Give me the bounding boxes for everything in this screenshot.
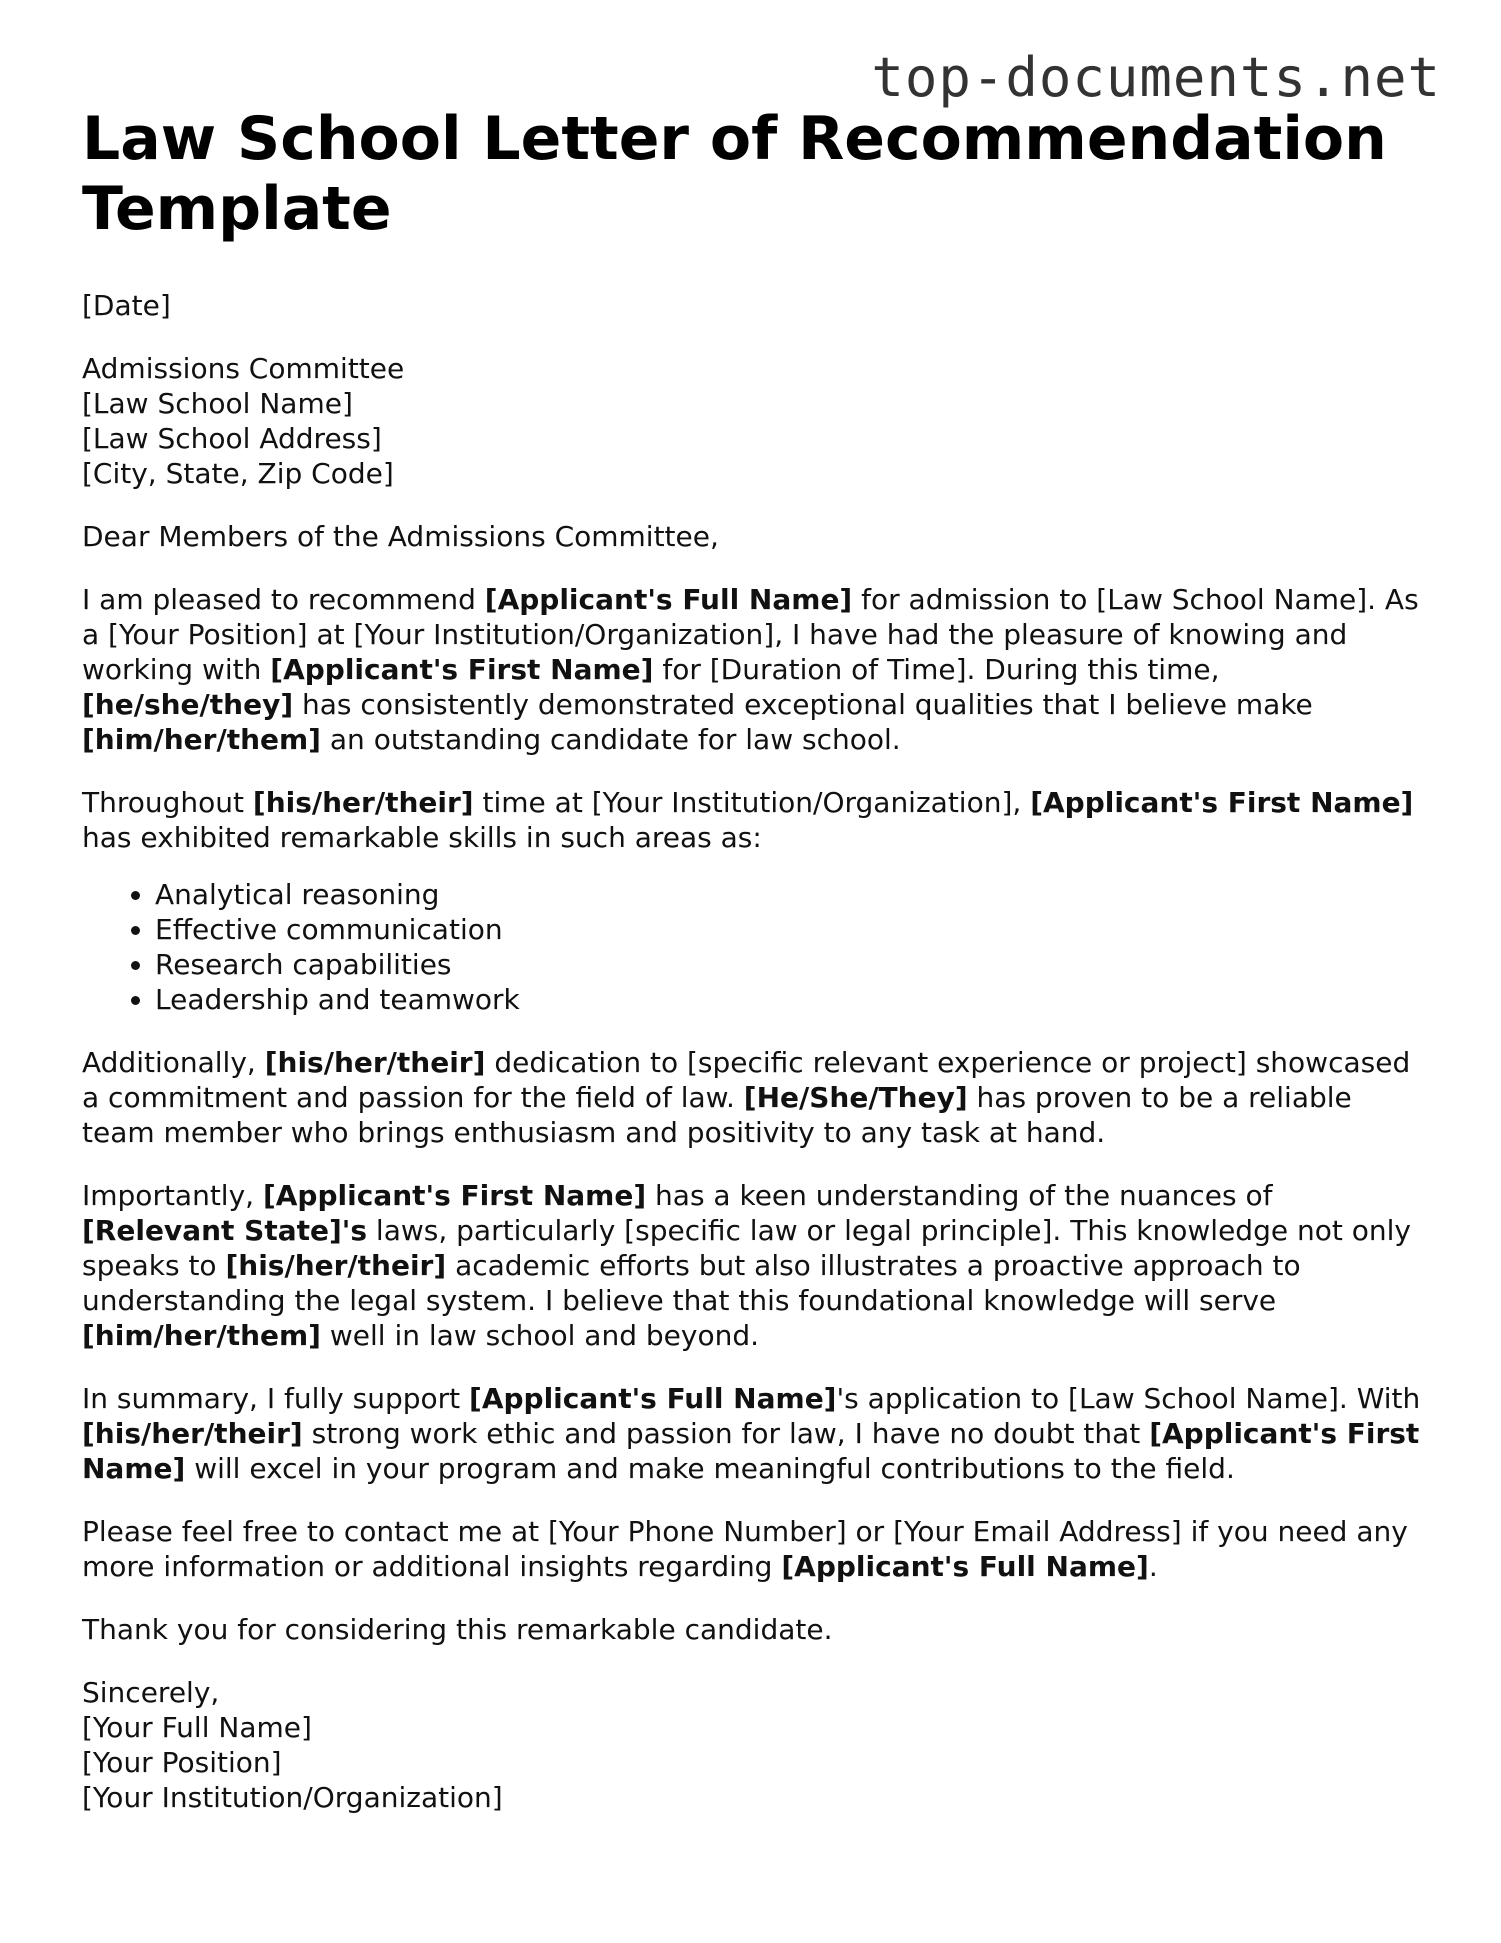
letter-document <box>82 104 1432 1843</box>
placeholder-pronoun: [his/her/their] <box>225 1249 447 1282</box>
paragraph-introduction: I am pleased to recommend [Applicant's Full Name] for admission to [Law School Name]. As a [Your Position] at [Your Institution/Organization], I have had the pleasure of knowing and working with [Applicant's First Name] for [Duration of Time]. During this time, [he/she/they] has consistently demonstrated exceptional qualities that I believe make [him/her/them] an outstanding candidate for law school. <box>82 583 1419 756</box>
date-line: [Date] <box>82 289 171 322</box>
placeholder-applicant-full-name: [Applicant's Full Name] <box>781 1550 1149 1583</box>
list-item: • Analytical reasoning <box>155 877 1432 912</box>
watermark: top-documents.net <box>871 46 1441 109</box>
closing-line: Sincerely, <box>82 1676 220 1709</box>
paragraph-thanks: Thank you for considering this remarkable candidate. <box>82 1613 833 1646</box>
signature-line: [Your Institution/Organization] <box>82 1781 503 1814</box>
placeholder-applicant-first-name: [Applicant's First Name] <box>270 653 654 686</box>
recipient-line: [Law School Address] <box>82 422 382 455</box>
list-item: • Leadership and teamwork <box>155 982 1432 1017</box>
recipient-address <box>82 351 1432 491</box>
recipient-line: Admissions Committee <box>82 352 405 385</box>
document-title: Law School Letter of Recommendation Template <box>82 104 1387 244</box>
signature-block <box>82 1675 1432 1815</box>
paragraph-legal-knowledge: Importantly, [Applicant's First Name] has a keen understanding of the nuances of [Relevant State]'s laws, particularly [specific law or legal principle]. This knowledge not only speaks to [his/her/their] academic efforts but also illustrates a proactive approach to understanding the legal system. I believe that this foundational knowledge will serve [him/her/them] well in law school and beyond. <box>82 1179 1411 1352</box>
paragraph-dedication: Additionally, [his/her/their] dedication to [specific relevant experience or project] showcased a commitment and passion for the field of law. [He/She/They] has proven to be a reliable team member who brings enthusiasm and positivity to any task at hand. <box>82 1046 1411 1149</box>
paragraph-summary: In summary, I fully support [Applicant's Full Name]'s application to [Law School Name]. With [his/her/their] strong work ethic and passion for law, I have no doubt that [Applicant's First Name] will excel in your program and make meaningful contributions to the field. <box>82 1382 1421 1485</box>
placeholder-pronoun: [him/her/them] <box>82 723 321 756</box>
placeholder-pronoun: [his/her/their] <box>252 786 474 819</box>
placeholder-applicant-first-name: [Applicant's First Name] <box>82 1417 1420 1485</box>
placeholder-pronoun: [him/her/them] <box>82 1319 321 1352</box>
placeholder-pronoun: [his/her/their] <box>264 1046 486 1079</box>
placeholder-pronoun: [his/her/their] <box>82 1417 303 1450</box>
signature-line: [Your Position] <box>82 1746 282 1779</box>
salutation: Dear Members of the Admissions Committee, <box>82 520 719 553</box>
list-item: • Research capabilities <box>155 947 1432 982</box>
paragraph-contact: Please feel free to contact me at [Your Phone Number] or [Your Email Address] if you need any more information or additional insights regarding [Applicant's Full Name]. <box>82 1515 1408 1583</box>
placeholder-applicant-first-name: [Applicant's First Name] <box>1030 786 1414 819</box>
placeholder-applicant-first-name: [Applicant's First Name] <box>262 1179 647 1212</box>
recipient-line: [Law School Name] <box>82 387 353 420</box>
skills-list <box>82 877 1432 1017</box>
list-item: • Effective communication <box>155 912 1432 947</box>
placeholder-applicant-full-name: [Applicant's Full Name] <box>469 1382 837 1415</box>
placeholder-relevant-state: [Relevant State]'s <box>82 1214 368 1247</box>
recipient-line: [City, State, Zip Code] <box>82 457 394 490</box>
signature-line: [Your Full Name] <box>82 1711 312 1744</box>
paragraph-skills-intro: Throughout [his/her/their] time at [Your Institution/Organization], [Applicant's First Name] has exhibited remarkable skills in such areas as: <box>82 786 1414 854</box>
placeholder-applicant-full-name: [Applicant's Full Name] <box>484 583 853 616</box>
placeholder-pronoun: [he/she/they] <box>82 688 294 721</box>
placeholder-pronoun: [He/She/They] <box>743 1081 968 1114</box>
